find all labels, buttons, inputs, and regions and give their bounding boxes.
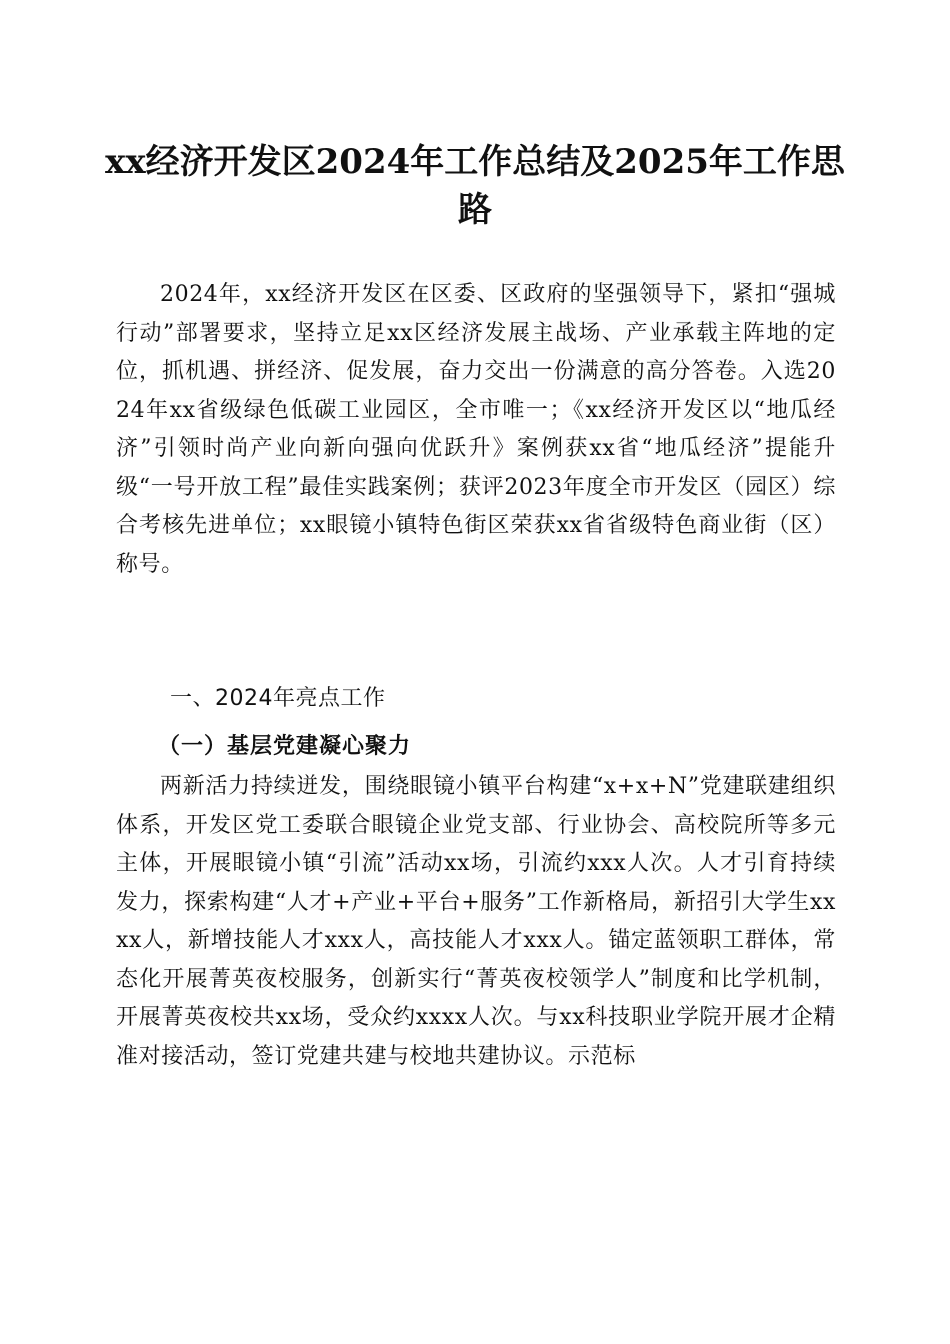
section-heading-highlights: 一、2024年亮点工作 xyxy=(170,686,386,711)
intro-paragraph: 2024年，xx经济开发区在区委、区政府的坚强领导下，紧扣“强城行动”部署要求，坚持立足xx区经济发展主战场、产业承载主阵地的定位，抓机遇、拼经济、促发展，奋力交出一份满意的高分答卷。入选2024年xx省级绿色低碳工业园区，全市唯一；《xx经济开发区以“地瓜经济”引领时尚产业向新向强向优跃升》案例获xx省“地瓜经济”提能升级“一号开放工程”最佳实践案例；获评2023年度全市开发区（园区）综合考核先进单位；xx眼镜小镇特色街区荣获xx省省级特色商业街（区）称号。 xyxy=(116,282,836,577)
document-title: xx经济开发区2024年工作总结及2025年工作思路 xyxy=(105,142,845,230)
subsection-heading-party-building: （一）基层党建凝心聚力 xyxy=(158,733,412,759)
party-building-paragraph: 两新活力持续迸发，围绕眼镜小镇平台构建“x+x+N”党建联建组织体系，开发区党工委联合眼镜企业党支部、行业协会、高校院所等多元主体，开展眼镜小镇“引流”活动xx场，引流约xxx人次。人才引育持续发力，探索构建“人才+产业+平台+服务”工作新格局，新招引大学生xxxx人，新增技能人才xxx人，高技能人才xxx人。锚定蓝领职工群体，常态化开展菁英夜校服务，创新实行“菁英夜校领学人”制度和比学机制，开展菁英夜校共xx场，受众约xxxx人次。与xx科技职业学院开展才企精准对接活动，签订党建共建与校地共建协议。示范标 xyxy=(116,774,836,1069)
